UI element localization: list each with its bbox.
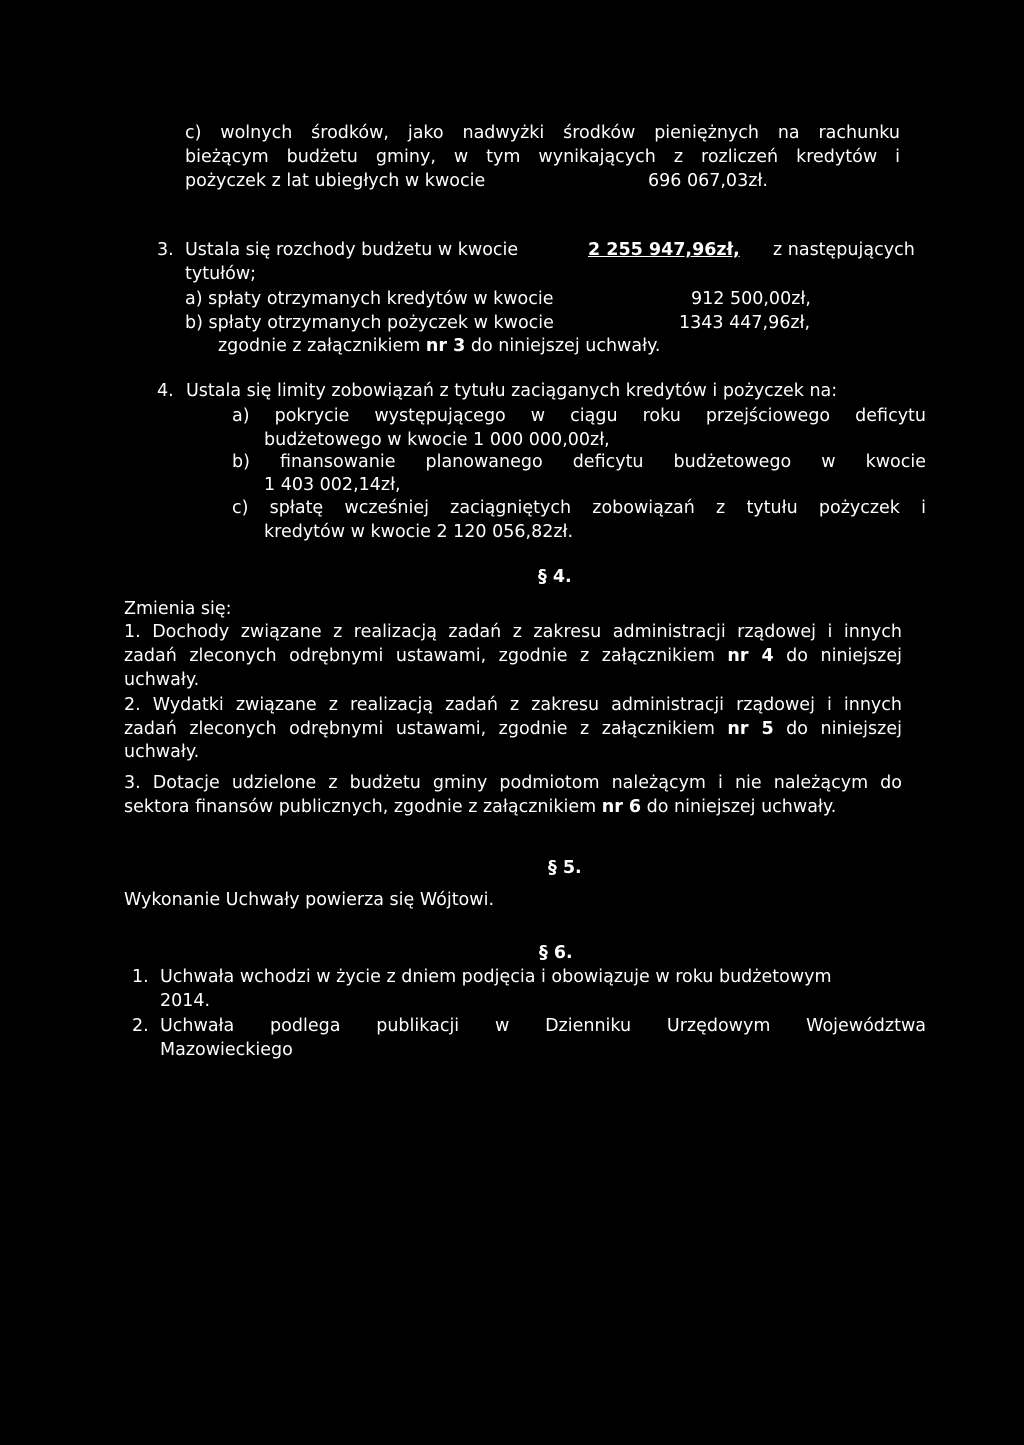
s4-item-b-line-1: b) finansowanie planowanego deficytu budżetowego w kwocie (232, 452, 926, 472)
p4-intro: Zmienia się: (124, 599, 232, 619)
s4-item-a-line-2: budżetowego w kwocie 1 000 000,00zł, (264, 430, 610, 450)
s4-item-c-line-1: c) spłatę wcześniej zaciągniętych zobowiązań z tytułu pożyczek i (232, 498, 926, 518)
p6-item-2-line-1: Uchwała podlega publikacji w Dzienniku Urzędowym Województwa (160, 1016, 926, 1036)
p4-item-2-line-2: zadań zleconych odrębnymi ustawami, zgodnie z załącznikiem nr 5 do niniejszej (124, 719, 902, 739)
p6-item-2-line-2: Mazowieckiego (160, 1040, 293, 1060)
s3-number: 3. (157, 240, 174, 260)
s4-item-c-line-2: kredytów w kwocie 2 120 056,82zł. (264, 522, 574, 542)
s3-item-b-amount: 1343 447,96zł, (679, 313, 811, 333)
s4-number: 4. (157, 381, 174, 401)
p4-item-1-line-1: 1. Dochody związane z realizacją zadań z zakresu administracji rządowej i innych (124, 622, 902, 642)
s3-line-2: tytułów; (185, 264, 257, 284)
p4-item-1-line-2: zadań zleconych odrębnymi ustawami, zgodnie z załącznikiem nr 4 do niniejszej (124, 646, 902, 666)
s3c-line-1: c) wolnych środków, jako nadwyżki środków pieniężnych na rachunku (185, 123, 900, 143)
s3-attachment-note: zgodnie z załącznikiem nr 3 do niniejszej uchwały. (218, 336, 661, 356)
p6-item-2-number: 2. (132, 1016, 149, 1036)
s3-text-continued: z następujących (773, 240, 915, 260)
s3-item-a-label: a) spłaty otrzymanych kredytów w kwocie (185, 289, 554, 309)
p6-item-1-line-2: 2014. (160, 991, 211, 1011)
s3c-line-3-label: pożyczek z lat ubiegłych w kwocie (185, 171, 486, 191)
s4-text: Ustala się limity zobowiązań z tytułu zaciąganych kredytów i pożyczek na: (186, 381, 838, 401)
paragraph-6-heading: § 6. (539, 943, 573, 963)
s4-item-a-line-1: a) pokrycie występującego w ciągu roku przejściowego deficytu (232, 406, 926, 426)
s3-item-a-amount: 912 500,00zł, (691, 289, 811, 309)
s3-item-b-label: b) spłaty otrzymanych pożyczek w kwocie (185, 313, 554, 333)
p4-item-2-line-1: 2. Wydatki związane z realizacją zadań z zakresu administracji rządowej i innych (124, 695, 902, 715)
paragraph-5-heading: § 5. (548, 858, 582, 878)
s3-total-amount: 2 255 947,96zł, (588, 240, 740, 260)
p6-item-1-line-1: Uchwała wchodzi w życie z dniem podjęcia i obowiązuje w roku budżetowym (160, 967, 832, 987)
s3c-line-2: bieżącym budżetu gminy, w tym wynikających z rozliczeń kredytów i (185, 147, 900, 167)
p4-item-3-line-2: sektora finansów publicznych, zgodnie z załącznikiem nr 6 do niniejszej uchwały. (124, 797, 837, 817)
p4-item-2-line-3: uchwały. (124, 742, 200, 762)
s4-item-b-line-2: 1 403 002,14zł, (264, 475, 401, 495)
paragraph-4-heading: § 4. (538, 567, 572, 587)
p4-item-1-line-3: uchwały. (124, 670, 200, 690)
p5-text: Wykonanie Uchwały powierza się Wójtowi. (124, 890, 495, 910)
s3-text: Ustala się rozchody budżetu w kwocie (185, 240, 519, 260)
p4-item-3-line-1: 3. Dotacje udzielone z budżetu gminy podmiotom należącym i nie należącym do (124, 773, 902, 793)
p6-item-1-number: 1. (132, 967, 149, 987)
s3c-line-3-amount: 696 067,03zł. (648, 171, 768, 191)
